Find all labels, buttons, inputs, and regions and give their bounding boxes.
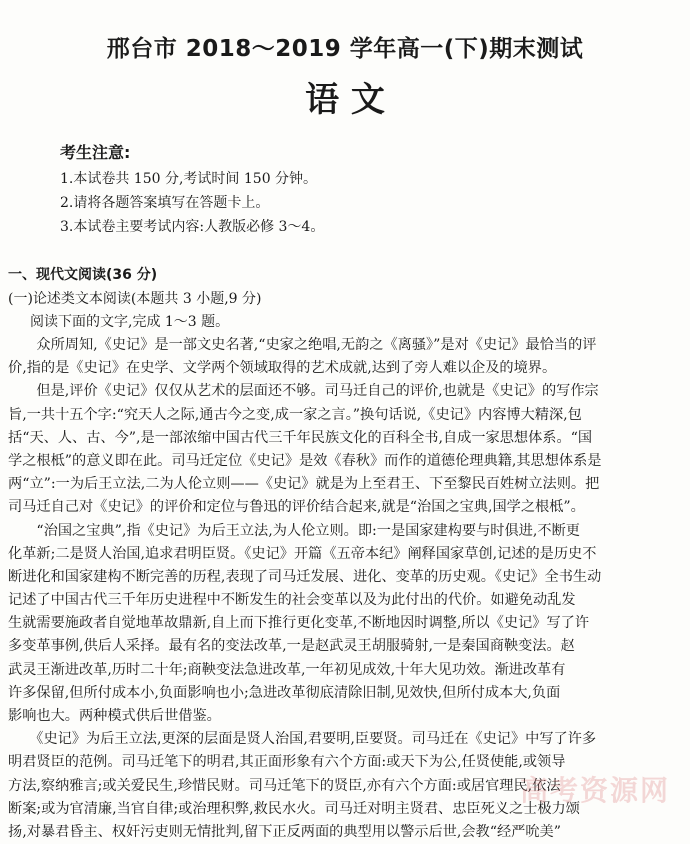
exam-title: 邢台市 2018～2019 学年高一(下)期末测试 xyxy=(106,36,584,62)
passage-line: 断进化和国家建构不断完善的历程,表现了司马迁发展、进化、变革的历史观。《史记》全书生动 xyxy=(8,568,602,585)
passage-text xyxy=(8,334,680,844)
passage-line: 方法,察纳雅言;或关爱民生,珍惜民财。司马迁笔下的贤臣,亦有六个方面:或居官理民,依法 xyxy=(8,777,561,794)
passage-line: 武灵王渐进改革,历时二十年;商鞅变法急进改革,一年初见成效,十年大见功效。渐进改革有 xyxy=(8,661,566,678)
passage-line: 学之根柢”的意义即在此。司马迁定位《史记》是效《春秋》而作的道德伦理典籍,其思想体系是 xyxy=(8,452,602,469)
passage-line: 生就需要施政者自觉地革故鼎新,自上而下推行更化变革,不断地因时调整,所以《史记》写了许 xyxy=(8,615,590,632)
reading-instruction: 阅读下面的文字,完成 1～3 题。 xyxy=(30,314,230,330)
passage-line: 括“天、人、古、今”,是一部浓缩中国古代三千年民族文化的百科全书,自成一家思想体系。“国 xyxy=(8,429,593,446)
notice-heading: 考生注意: xyxy=(60,143,131,162)
passage-line: “治国之宝典”,指《史记》为后王立法,为人伦立则。即:一是国家建构要与时俱进,不断更 xyxy=(8,522,580,539)
passage-line: 化革新;二是贤人治国,追求君明臣贤。《史记》开篇《五帝本纪》阐释国家草创,记述的是历史不 xyxy=(8,545,597,562)
notice-item-2: 2.请将各题答案填写在答题卡上。 xyxy=(60,195,270,211)
passage-line: 明君贤臣的范例。司马迁笔下的明君,其正面形象有六个方面:或天下为公,任贤使能,或领导 xyxy=(8,754,566,771)
passage-line: 断案;或为官清廉,当官自律;或治理积弊,救民水火。司马迁对明主贤君、忠臣死义之士极力颂 xyxy=(8,800,580,817)
passage-line: 但是,评价《史记》仅仅从艺术的层面还不够。司马迁自己的评价,也就是《史记》的写作宗 xyxy=(8,383,599,400)
passage-line: 多变革事例,供后人采择。最有名的变法改革,一是赵武灵王胡服骑射,一是秦国商鞅变法。赵 xyxy=(8,638,575,655)
section-heading: 一、现代文阅读(36 分) xyxy=(8,267,158,283)
subsection-heading: (一)论述类文本阅读(本题共 3 小题,9 分) xyxy=(8,291,262,307)
passage-line: 《史记》为后王立法,更深的层面是贤人治国,君要明,臣要贤。司马迁在《史记》中写了许多 xyxy=(8,731,597,748)
passage-line: 许多保留,但所付成本小,负面影响也小;急进改革彻底清除旧制,见效快,但所付成本大,负面 xyxy=(8,684,561,701)
passage-line: 记述了中国古代三千年历史进程中不断发生的社会变革以及为此付出的代价。如避免动乱发 xyxy=(8,592,576,609)
watermark-logo: 高考资源网 xyxy=(519,774,670,807)
passage-line: 价,指的是《史记》在史学、文学两个领域取得的艺术成就,达到了旁人难以企及的境界。 xyxy=(8,360,557,377)
passage-line: 影响也大。两种模式供后世借鉴。 xyxy=(8,708,221,724)
notice-item-3: 3.本试卷主要考试内容:人教版必修 3～4。 xyxy=(60,219,325,235)
passage-line: 两“立”:一为后王立法,二为人伦立则——《史记》就是为上至君王、下至黎民百姓树立法则。把 xyxy=(8,476,600,493)
exam-subject: 语 文 xyxy=(305,80,385,120)
passage-line: 扬,对暴君昏主、权奸污吏则无情批判,留下正反两面的典型用以警示后世,会教“经严吮美” xyxy=(8,823,561,840)
passage-line: 众所周知,《史记》是一部文史名著,“史家之绝唱,无韵之《离骚》”是对《史记》最恰当的评 xyxy=(8,337,597,353)
passage-line: 司马迁自己对《史记》的评价和定位与鲁迅的评价结合起来,就是“治国之宝典,国学之根柢”。 xyxy=(8,499,585,516)
passage-line: 旨,一共十五个字:“究天人之际,通古今之变,成一家之言。”换句话说,《史记》内容博大精深,包 xyxy=(8,406,582,423)
notice-item-1: 1.本试卷共 150 分,考试时间 150 分钟。 xyxy=(60,171,318,187)
